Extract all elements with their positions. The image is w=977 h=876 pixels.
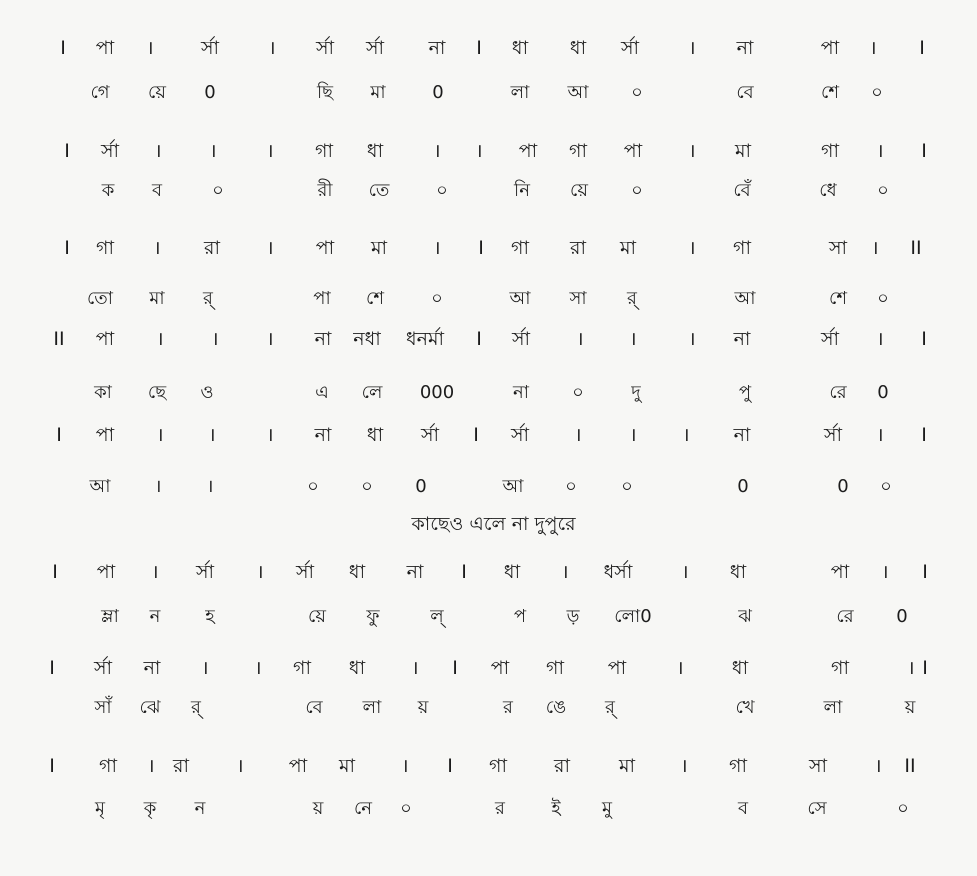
note: গা — [729, 755, 747, 777]
note: ধা — [366, 424, 384, 446]
syllable: য়ে — [148, 82, 166, 103]
syllable: ০ — [631, 180, 643, 201]
note: । — [209, 140, 217, 162]
note: ধা — [348, 657, 366, 679]
note: ধা — [511, 37, 529, 59]
note: । — [208, 424, 216, 446]
notation-line — [0, 648, 977, 688]
divider: । — [688, 140, 696, 162]
note: র্সা — [823, 424, 843, 446]
note: । — [411, 657, 419, 679]
syllable: লা — [510, 82, 530, 103]
note: পা — [623, 140, 643, 162]
divider: । — [688, 237, 696, 259]
note: না — [314, 424, 332, 446]
syllable: ০ — [431, 288, 443, 309]
syllable: ০ — [877, 288, 889, 309]
syllable: রী — [317, 180, 333, 201]
bar-mark: I — [64, 237, 70, 259]
note: গা — [569, 140, 587, 162]
syllable: সাঁ — [94, 697, 112, 718]
lyric-line — [0, 789, 977, 829]
syllable: কৃ — [143, 798, 157, 819]
note: । — [629, 424, 637, 446]
bar-mark: I — [476, 37, 482, 59]
note: । — [433, 140, 441, 162]
syllable: লা — [362, 697, 382, 718]
syllable: নে — [353, 798, 373, 819]
note: পা — [518, 140, 538, 162]
note: র্সা — [620, 37, 640, 59]
syllable: র্ — [605, 697, 615, 718]
lyric-line — [0, 73, 977, 113]
syllable: । — [206, 476, 214, 497]
divider: । — [254, 657, 262, 679]
bar-mark: I — [52, 561, 58, 583]
note: পা — [96, 561, 116, 583]
divider: । — [676, 657, 684, 679]
syllable: ০ — [880, 476, 892, 497]
syllable: লা — [823, 697, 843, 718]
syllable: লে — [361, 382, 383, 403]
syllable: ০ — [572, 382, 584, 403]
syllable: রে — [836, 606, 854, 627]
syllable: ছি — [316, 82, 334, 103]
note: না — [733, 424, 751, 446]
syllable: 000 — [419, 382, 455, 403]
syllable: য় — [312, 798, 324, 819]
divider: । — [682, 424, 690, 446]
divider: । — [680, 755, 688, 777]
note: গা — [733, 237, 751, 259]
syllable: সে — [807, 798, 827, 819]
divider: । — [266, 424, 274, 446]
syllable: বে — [736, 82, 754, 103]
syllable: প — [513, 606, 527, 627]
note: ধা — [731, 657, 749, 679]
note: সা — [808, 755, 828, 777]
syllable: 0 — [896, 606, 908, 627]
note: । — [881, 561, 889, 583]
syllable: র্ — [627, 288, 637, 309]
bar-mark: I — [60, 37, 66, 59]
bar-mark: I — [49, 657, 55, 679]
double-bar-mark: II — [53, 328, 65, 350]
note: ধনর্মা — [405, 328, 445, 350]
bar-mark: I — [476, 328, 482, 350]
syllable: ০ — [307, 476, 319, 497]
lyric-line — [0, 467, 977, 507]
syllable: রে — [829, 382, 847, 403]
syllable: ঝে — [139, 697, 161, 718]
syllable: আ — [502, 476, 524, 497]
note: রা — [554, 755, 570, 777]
syllable: য়ে — [308, 606, 326, 627]
note: । — [574, 424, 582, 446]
syllable: খে — [735, 697, 755, 718]
syllable: মা — [149, 288, 165, 309]
note: । — [876, 140, 884, 162]
note: পা — [95, 424, 115, 446]
double-bar-mark: II — [910, 237, 922, 259]
song-line-caption: কাছেও এলে না দুপুরে — [411, 513, 576, 535]
note: । — [874, 755, 882, 777]
syllable: ০ — [400, 798, 412, 819]
syllable: তে — [368, 180, 390, 201]
note: না — [733, 328, 751, 350]
divider: । — [236, 755, 244, 777]
syllable: হ — [205, 606, 215, 627]
double-bar-mark: II — [904, 755, 916, 777]
note: গা — [821, 140, 839, 162]
syllable: না — [513, 382, 529, 403]
bar-mark: I — [921, 140, 927, 162]
syllable: ক — [101, 180, 115, 201]
lyric-line — [0, 279, 977, 319]
syllable: ০ — [565, 476, 577, 497]
syllable: আ — [734, 288, 756, 309]
note: । — [907, 657, 915, 679]
note: । — [876, 424, 884, 446]
divider: । — [688, 328, 696, 350]
divider: । — [681, 561, 689, 583]
note: । — [151, 561, 159, 583]
bar-mark: I — [473, 424, 479, 446]
syllable: শে — [366, 288, 384, 309]
note: মা — [370, 237, 388, 259]
syllable: ০ — [897, 798, 909, 819]
syllable: র্ — [203, 288, 213, 309]
note: । — [869, 37, 877, 59]
syllable: ০ — [631, 82, 643, 103]
syllable: ০ — [212, 180, 224, 201]
notation-line — [0, 131, 977, 171]
notation-line — [0, 319, 977, 359]
syllable: গে — [90, 82, 110, 103]
syllable: 0 — [877, 382, 889, 403]
syllable: বেঁ — [733, 180, 751, 201]
syllable: ম্লা — [101, 606, 119, 627]
note: র্সা — [510, 424, 530, 446]
syllable: ০ — [871, 82, 883, 103]
bar-mark: I — [56, 424, 62, 446]
syllable: র — [495, 798, 505, 819]
syllable: এ — [315, 382, 329, 403]
divider: । — [268, 37, 276, 59]
note: ধা — [366, 140, 384, 162]
note: না — [736, 37, 754, 59]
lyric-line — [0, 688, 977, 728]
note: র্সা — [100, 140, 120, 162]
syllable: লো0 — [614, 606, 652, 627]
note: সা — [828, 237, 848, 259]
note: র্সা — [511, 328, 531, 350]
syllable: পা — [313, 288, 331, 309]
note: । — [146, 37, 154, 59]
syllable: 0 — [415, 476, 427, 497]
note: মা — [338, 755, 356, 777]
note: র্সা — [195, 561, 215, 583]
syllable: 0 — [737, 476, 749, 497]
syllable: 0 — [204, 82, 216, 103]
note: । — [153, 237, 161, 259]
note: । — [561, 561, 569, 583]
syllable: আ — [89, 476, 111, 497]
syllable: ব — [737, 798, 749, 819]
syllable: কা — [94, 382, 112, 403]
syllable: ও — [200, 382, 214, 403]
note: । — [156, 328, 164, 350]
syllable: ল্ — [430, 606, 444, 627]
note: পা — [820, 37, 840, 59]
note: পা — [607, 657, 627, 679]
syllable: মু — [602, 798, 612, 819]
syllable: য়ে — [570, 180, 588, 201]
note: না — [428, 37, 446, 59]
lyric-line — [0, 597, 977, 637]
note: । — [871, 237, 879, 259]
syllable: ড় — [566, 606, 580, 627]
note: পা — [95, 328, 115, 350]
note: না — [143, 657, 161, 679]
notation-line — [0, 415, 977, 455]
syllable: ন — [149, 606, 161, 627]
note: র্সা — [365, 37, 385, 59]
syllable: য় — [417, 697, 429, 718]
note: র্সা — [820, 328, 840, 350]
divider: । — [256, 561, 264, 583]
note: নধা — [353, 328, 381, 350]
note: ধা — [348, 561, 366, 583]
divider: । — [688, 37, 696, 59]
note: রা — [204, 237, 220, 259]
syllable: ০ — [877, 180, 889, 201]
notation-line — [0, 552, 977, 592]
syllable: র — [503, 697, 513, 718]
notation-line — [0, 746, 977, 786]
bar-mark: I — [922, 657, 928, 679]
bar-mark: I — [919, 37, 925, 59]
syllable: শে — [829, 288, 847, 309]
note: গা — [99, 755, 117, 777]
syllable: ই — [551, 798, 561, 819]
note: । — [876, 328, 884, 350]
syllable: দু — [631, 382, 641, 403]
divider: । — [266, 140, 274, 162]
syllable: নি — [514, 180, 530, 201]
note: রা — [173, 755, 189, 777]
note: । — [147, 755, 155, 777]
note: গা — [489, 755, 507, 777]
syllable: ছে — [147, 382, 167, 403]
bar-mark: I — [447, 755, 453, 777]
syllable: শে — [821, 82, 839, 103]
note: র্সা — [93, 657, 113, 679]
syllable: য় — [904, 697, 916, 718]
bar-mark: I — [478, 237, 484, 259]
note: মা — [734, 140, 752, 162]
lyric-line — [0, 171, 977, 211]
note: র্সা — [420, 424, 440, 446]
syllable: । — [154, 476, 162, 497]
note: পা — [95, 37, 115, 59]
note: গা — [511, 237, 529, 259]
note: পা — [830, 561, 850, 583]
note: ধর্সা — [603, 561, 633, 583]
syllable: ঙে — [545, 697, 567, 718]
note: । — [201, 657, 209, 679]
divider: । — [266, 328, 274, 350]
syllable: 0 — [837, 476, 849, 497]
note: না — [406, 561, 424, 583]
note: গা — [96, 237, 114, 259]
note: গা — [831, 657, 849, 679]
note: র্সা — [200, 37, 220, 59]
syllable: ন — [194, 798, 206, 819]
note: ধা — [569, 37, 587, 59]
syllable: বে — [305, 697, 323, 718]
bar-mark: I — [922, 561, 928, 583]
note: র্সা — [315, 37, 335, 59]
lyric-line — [0, 373, 977, 413]
notation-line — [0, 28, 977, 68]
bar-mark: I — [49, 755, 55, 777]
note: । — [629, 328, 637, 350]
note: মা — [619, 237, 637, 259]
syllable: ধে — [819, 180, 837, 201]
note: গা — [546, 657, 564, 679]
syllable: পু — [738, 382, 752, 403]
syllable: ঝ — [738, 606, 752, 627]
syllable: ০ — [436, 180, 448, 201]
divider: । — [475, 140, 483, 162]
syllable: মা — [370, 82, 386, 103]
syllable: 0 — [432, 82, 444, 103]
syllable: ০ — [621, 476, 633, 497]
note: । — [211, 328, 219, 350]
syllable: মৃ — [95, 798, 105, 819]
notation-line — [0, 228, 977, 268]
bar-mark: I — [64, 140, 70, 162]
syllable: সা — [569, 288, 587, 309]
syllable: র্ — [191, 697, 201, 718]
note: না — [314, 328, 332, 350]
bar-mark: I — [452, 657, 458, 679]
note: গা — [293, 657, 311, 679]
note: । — [433, 237, 441, 259]
note: । — [154, 140, 162, 162]
divider: । — [266, 237, 274, 259]
note: । — [156, 424, 164, 446]
syllable: ০ — [361, 476, 373, 497]
note: মা — [618, 755, 636, 777]
syllable: ব — [151, 180, 163, 201]
syllable: আ — [509, 288, 531, 309]
syllable: ফু — [366, 606, 380, 627]
bar-mark: I — [461, 561, 467, 583]
note: । — [576, 328, 584, 350]
note: । — [401, 755, 409, 777]
syllable: তো — [86, 288, 114, 309]
note: র্সা — [295, 561, 315, 583]
bar-mark: I — [921, 328, 927, 350]
note: পা — [315, 237, 335, 259]
note: রা — [570, 237, 586, 259]
note: ধা — [503, 561, 521, 583]
note: পা — [490, 657, 510, 679]
note: গা — [315, 140, 333, 162]
note: পা — [288, 755, 308, 777]
bar-mark: I — [921, 424, 927, 446]
note: ধা — [729, 561, 747, 583]
syllable: আ — [567, 82, 589, 103]
